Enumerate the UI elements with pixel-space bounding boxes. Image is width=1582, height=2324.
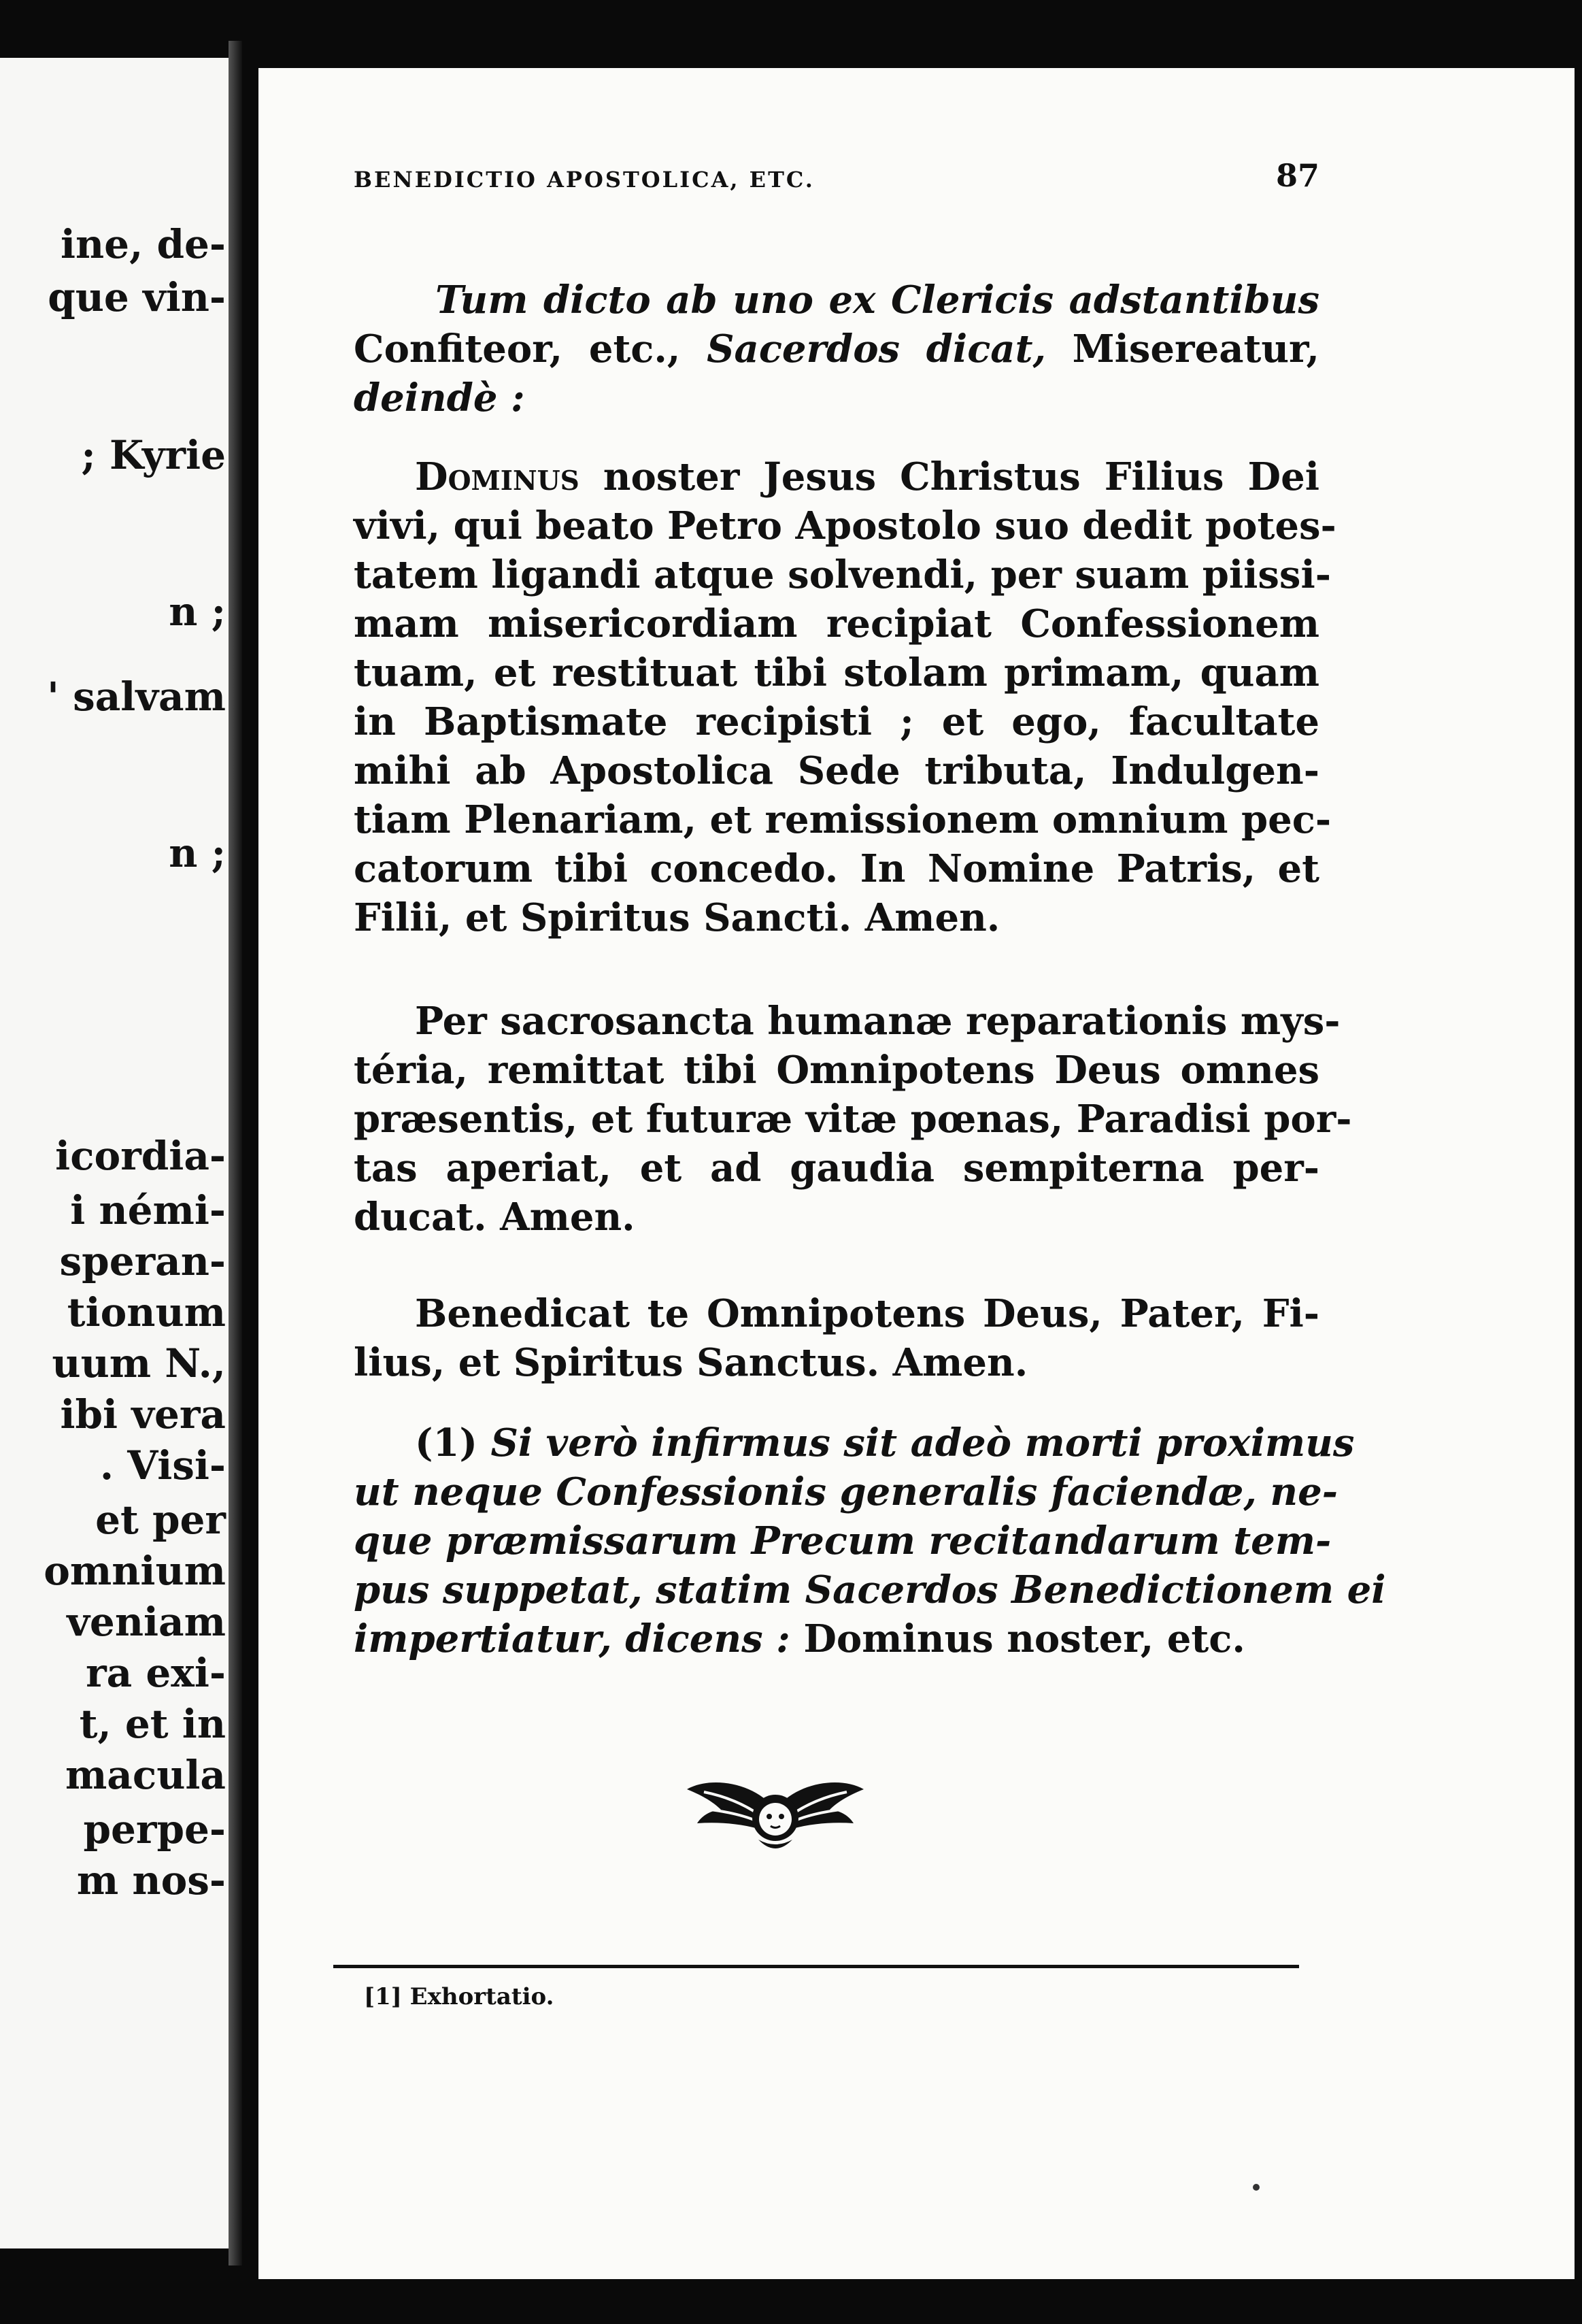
paper-speck	[1253, 2184, 1260, 2191]
para3-line-1: Benedicat te Omnipotens Deus, Pater, Fi-	[415, 1291, 1319, 1336]
para1-line-5: tuam, et restituat tibi stolam primam, quam	[354, 650, 1319, 695]
running-head: BENEDICTIO APOSTOLICA, ETC.	[354, 167, 815, 193]
para4-line-3: que præmissarum Precum recitandarum tem-	[354, 1518, 1332, 1563]
para1-line-4: mam misericordiam recipiat Confessionem	[354, 601, 1319, 646]
footnote-rule	[333, 1965, 1299, 1968]
left-fragment-line: perpe-	[83, 1806, 226, 1853]
rubric-si-vero	[354, 1418, 1386, 1663]
page-header	[354, 153, 1319, 208]
left-fragment-line: i némi-	[70, 1187, 226, 1233]
para1-line-3: tatem ligandi atque solvendi, per suam piissi-	[354, 552, 1331, 597]
rubric-line-1: Tum dicto ab uno ex Clericis adstantibus	[435, 278, 1319, 322]
rubric-line-3: deindè :	[354, 376, 525, 420]
left-fragment-line: uum N.,	[52, 1340, 226, 1387]
para2-line-5: ducat. Amen.	[354, 1195, 635, 1240]
page-number: 87	[1275, 157, 1319, 194]
left-fragment-line: tionum	[67, 1289, 226, 1335]
para1-line-7: mihi ab Apostolica Sede tributa, Indulgen-	[354, 748, 1319, 793]
paragraph-dominus	[354, 452, 1336, 942]
left-fragment-line: m nos-	[76, 1857, 226, 1904]
left-fragment-line: macula	[65, 1752, 226, 1798]
paragraph-per-sacrosancta	[354, 997, 1352, 1242]
left-fragment-line: speran-	[59, 1238, 226, 1284]
para1-line-10: Filii, et Spiritus Sancti. Amen.	[354, 895, 1000, 940]
gutter-shadow	[229, 41, 242, 2265]
left-fragment-line: icordia-	[55, 1133, 226, 1179]
para4-line-5	[354, 1614, 1319, 1663]
rubric-sacerdos-dicat: Sacerdos dicat,	[707, 327, 1046, 371]
rubric-line-2	[354, 325, 1319, 374]
para1-dropcap-word: Dominus	[415, 454, 579, 499]
para2-line-1: Per sacrosancta humanæ reparationis mys-	[415, 999, 1341, 1044]
left-fragment-line: et per	[95, 1497, 226, 1543]
left-fragment-line: ra exi-	[86, 1650, 226, 1696]
left-fragment-line: que vin-	[48, 274, 226, 320]
para2-line-3: præsentis, et futuræ vitæ pœnas, Paradisi por-	[354, 1097, 1352, 1142]
rubric-confiteor	[354, 276, 1319, 422]
para1-line-1-rest: noster Jesus Christus Filius Dei	[603, 454, 1319, 499]
para4-impertiatur: impertiatur, dicens :	[354, 1616, 790, 1661]
paragraph-benedicat	[354, 1289, 1319, 1387]
para1-line-2: vivi, qui beato Petro Apostolo suo dedit potes-	[354, 503, 1336, 548]
left-fragment-line: ' salvam	[47, 674, 226, 720]
left-fragment-line: n ;	[169, 588, 226, 635]
para2-line-2: téria, remittat tibi Omnipotens Deus omnes	[354, 1048, 1319, 1093]
cherub-ornament-icon	[684, 1769, 867, 1864]
para1-line-8: tiam Plenariam, et remissionem omnium pec-	[354, 797, 1332, 842]
footnote: [1] Exhortatio.	[364, 1983, 554, 2010]
footnote-marker: (1)	[415, 1421, 477, 1465]
left-fragment-line: veniam	[67, 1599, 226, 1645]
para4-dominus-noster: Dominus noster, etc.	[803, 1616, 1245, 1661]
left-fragment-line: ine, de-	[60, 221, 226, 267]
para4-line-2: ut neque Confessionis generalis faciendæ, ne-	[354, 1470, 1338, 1514]
para3-line-2: lius, et Spiritus Sanctus. Amen.	[354, 1340, 1028, 1385]
left-fragment-line: n ;	[169, 830, 226, 876]
para1-line-6: in Baptismate recipisti ; et ego, facultate	[354, 699, 1319, 744]
para1-line-1	[354, 452, 1319, 501]
para4-line-1-rest: Si verò infirmus sit adeò morti proximus	[490, 1421, 1355, 1465]
para2-line-4: tas aperiat, et ad gaudia sempiterna per-	[354, 1146, 1319, 1191]
left-fragment-line: ibi vera	[60, 1391, 226, 1438]
para1-line-9: catorum tibi concedo. In Nomine Patris, et	[354, 846, 1319, 891]
left-fragment-line: ; Kyrie	[81, 432, 226, 478]
rubric-confiteor-text: Confiteor, etc.,	[354, 327, 681, 371]
left-page-fragment	[0, 58, 238, 2248]
left-fragment-line: . Visi-	[99, 1442, 226, 1489]
para4-line-1	[354, 1418, 1355, 1467]
left-fragment-line: t, et in	[79, 1701, 226, 1747]
rubric-misereatur: Misereatur,	[1072, 327, 1319, 371]
para4-line-4: pus suppetat, statim Sacerdos Benedictionem ei	[354, 1567, 1386, 1612]
left-fragment-line: omnium	[44, 1548, 226, 1594]
